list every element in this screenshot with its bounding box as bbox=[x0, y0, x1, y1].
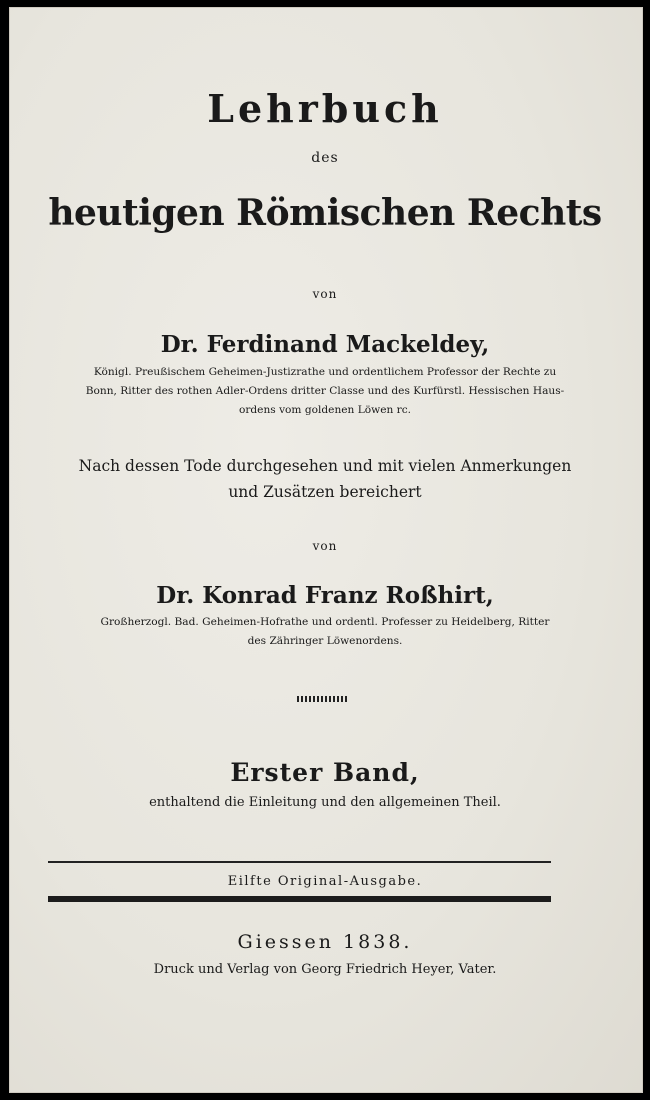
author-primary: Dr. Ferdinand Mackeldey, bbox=[160, 331, 490, 358]
volume-heading: Erster Band, bbox=[230, 758, 420, 787]
ornamental-divider bbox=[297, 696, 349, 702]
author-secondary-titles-line: Großherzogl. Bad. Geheimen-Hofrathe und ordentl. Professer zu Heidelberg, Ritter bbox=[100, 616, 550, 628]
volume-description: enthaltend die Einleitung und den allgemeinen Theil. bbox=[149, 795, 501, 810]
author-primary-titles-line: ordens vom goldenen Löwen rc. bbox=[238, 404, 412, 416]
revision-note-line: und Zusätzen bereichert bbox=[228, 483, 422, 501]
printer-imprint: Druck und Verlag von Georg Friedrich Heyer, Vater. bbox=[153, 962, 497, 977]
connector-von-2: von bbox=[312, 539, 338, 553]
double-rule bbox=[48, 896, 551, 902]
top-rule bbox=[48, 861, 551, 863]
connector-von-1: von bbox=[312, 287, 338, 301]
connector-des: des bbox=[311, 150, 339, 166]
edition-label: Eilfte Original-Ausgabe. bbox=[227, 874, 423, 889]
author-primary-titles-line: Königl. Preußischem Geheimen-Justizrathe und ordentlichem Professor der Rechte zu bbox=[93, 366, 557, 378]
book-title: Lehrbuch bbox=[207, 86, 443, 131]
author-primary-titles-line: Bonn, Ritter des rothen Adler-Ordens dritter Classe und des Kurfürstl. Hessischen Haus- bbox=[85, 385, 565, 397]
place-year: Giessen 1838. bbox=[237, 931, 413, 953]
author-secondary: Dr. Konrad Franz Roßhirt, bbox=[156, 582, 494, 609]
revision-note-line: Nach dessen Tode durchgesehen und mit vielen Anmerkungen bbox=[78, 457, 572, 475]
author-secondary-titles-line: des Zähringer Löwenordens. bbox=[247, 635, 403, 647]
book-subtitle: heutigen Römischen Rechts bbox=[48, 192, 602, 234]
